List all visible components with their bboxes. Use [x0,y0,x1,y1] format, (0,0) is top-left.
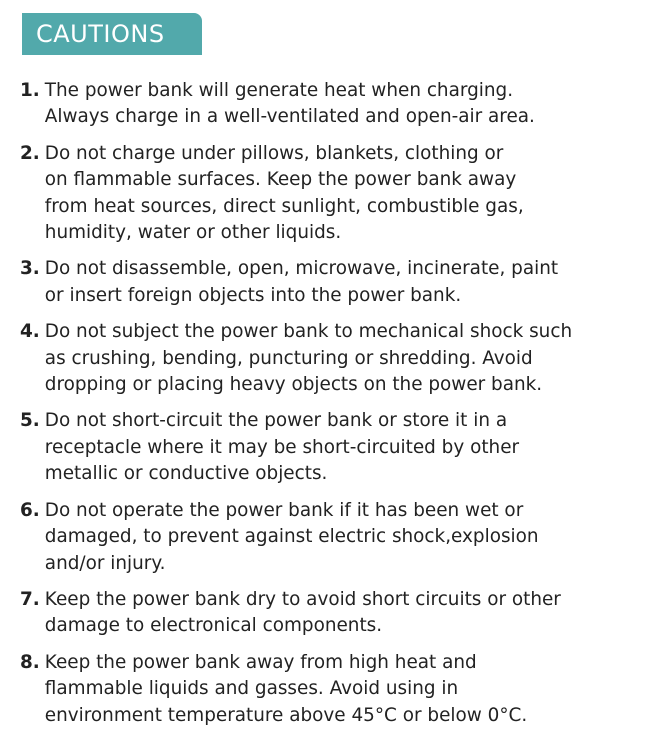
caution-text-line: dropping or placing heavy objects on the power bank. [44,374,543,396]
caution-text-line: Keep the power bank dry to avoid short circuits or other [44,588,561,610]
caution-text-line: flammable liquids and gasses. Avoid using in [44,678,459,700]
caution-text-line: Do not subject the power bank to mechanical shock such [44,321,573,343]
caution-text-line: Do not charge under pillows, blankets, clothing or [44,142,504,164]
caution-item-7 [20,587,642,640]
caution-item-4 [20,319,642,398]
caution-number: 4. [20,321,40,343]
caution-item-1 [20,78,642,131]
caution-number: 5. [20,410,40,432]
caution-text-line: on flammable surfaces. Keep the power bank away [44,169,517,191]
caution-text-line: The power bank will generate heat when charging. [44,80,514,101]
caution-text-line: Do not short-circuit the power bank or store it in a [44,410,508,432]
caution-item-2 [20,141,642,247]
caution-text-line: environment temperature above 45°C or below 0°C. [44,704,528,726]
caution-text-line: Do not operate the power bank if it has been wet or [44,499,524,521]
caution-number: 8. [20,651,40,673]
caution-text-line: metallic or conductive objects. [44,463,328,485]
caution-number: 1. [20,80,40,101]
caution-text-line: Always charge in a well-ventilated and open-air area. [44,106,535,128]
caution-text-line: receptacle where it may be short-circuited by other [44,436,520,458]
caution-number: 7. [20,588,40,610]
caution-text-line: Do not disassemble, open, microwave, incinerate, paint [44,258,559,280]
cautions-heading: CAUTIONS [22,13,202,55]
cautions-list [20,78,642,739]
caution-number: 3. [20,258,40,280]
caution-item-3 [20,256,642,309]
caution-text-line: or insert foreign objects into the power bank. [44,284,462,306]
caution-text-line: as crushing, bending, puncturing or shredding. Avoid [44,347,533,369]
caution-number: 2. [20,142,40,164]
caution-item-8 [20,650,642,729]
caution-text-line: from heat sources, direct sunlight, combustible gas, [44,195,524,217]
caution-item-6 [20,498,642,577]
caution-text-line: damage to electronical components. [44,615,383,637]
caution-text-line: damaged, to prevent against electric shock,explosion [44,526,539,548]
caution-number: 6. [20,499,40,521]
caution-text-line: humidity, water or other liquids. [44,222,342,244]
caution-text-line: and/or injury. [44,552,166,574]
caution-text-line: Keep the power bank away from high heat and [44,651,477,673]
caution-item-5 [20,408,642,487]
